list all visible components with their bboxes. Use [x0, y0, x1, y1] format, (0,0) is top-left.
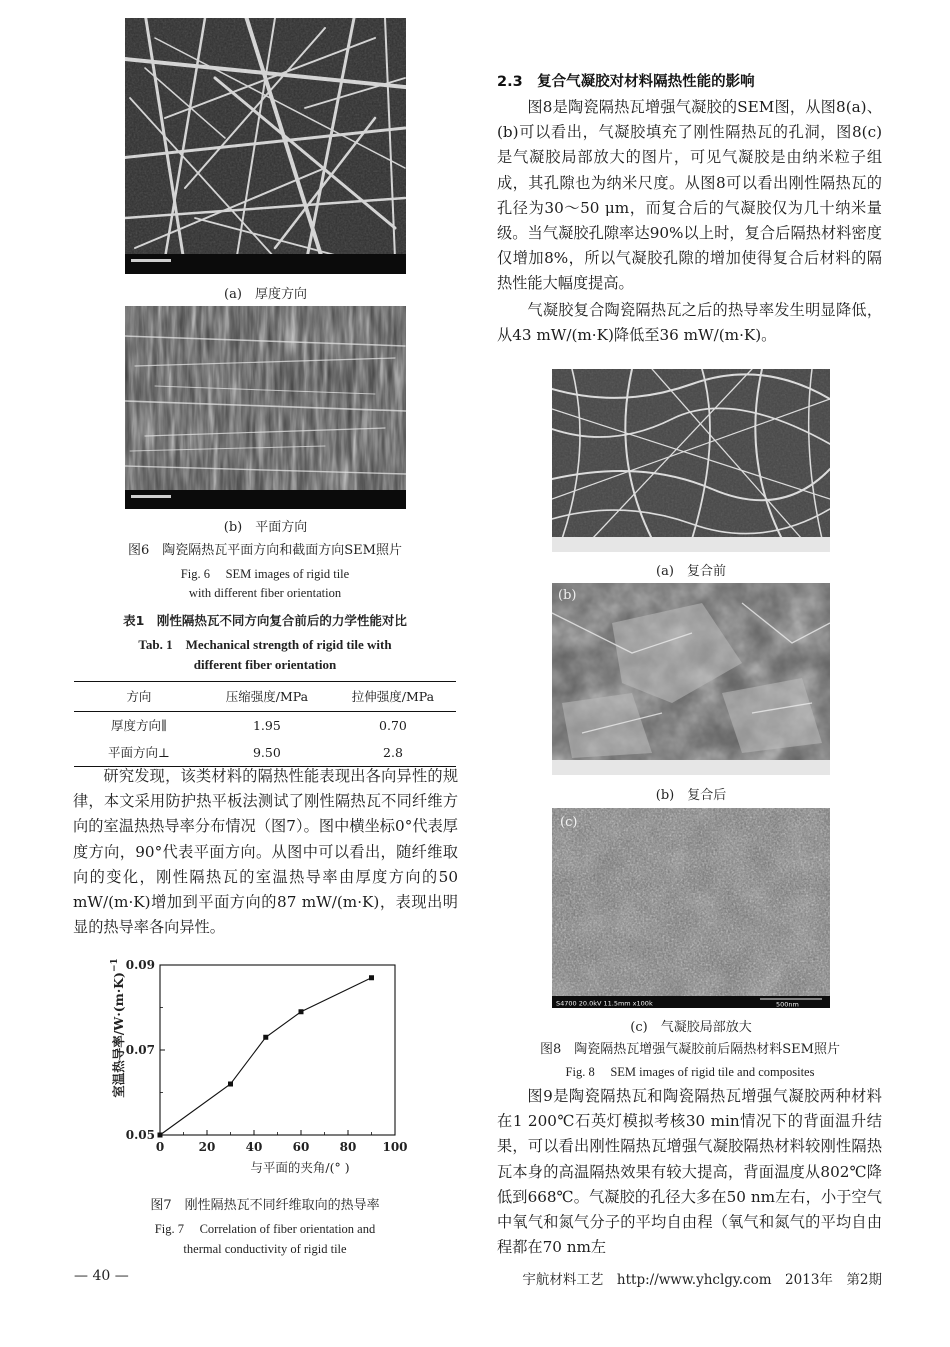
fig8c-scale-bar: 500nm [776, 1000, 799, 1008]
table-header: 方向 [74, 682, 204, 712]
section-body [497, 95, 882, 348]
data-point [299, 1009, 304, 1014]
fig6-caption-zh: 图6 陶瓷隔热瓦平面方向和截面方向SEM照片 [128, 543, 402, 558]
fig8a-subcaption: (a) 复合前 [656, 564, 726, 579]
fig7-caption-en-2: thermal conductivity of rigid tile [183, 1242, 347, 1256]
fig8c-subcaption: (c) 气凝胶局部放大 [630, 1020, 752, 1035]
fig8b-sem-image [552, 583, 830, 775]
fig6a-sem-image [125, 18, 406, 274]
y-tick-label: 0.07 [125, 1043, 155, 1057]
x-tick-label: 40 [245, 1140, 263, 1154]
paragraph: 气凝胶复合陶瓷隔热瓦之后的热导率发生明显降低，从43 mW/(m·K)降低至36 mW/(m·K)。 [497, 300, 882, 344]
table-cell: 1.95 [252, 717, 281, 733]
table-cell: 2.8 [330, 739, 456, 767]
y-tick-label: 0.05 [125, 1128, 155, 1142]
fig8b-subcaption: (b) 复合后 [655, 788, 727, 803]
fig7-caption-en-1: Fig. 7 Correlation of fiber orientation and [154, 1222, 376, 1236]
y-axis-label: 室温热导率$/W\cdot(m\cdot K)^{-1}$ [110, 958, 126, 1098]
fig6b-subcaption: (b) 平面方向 [223, 520, 308, 535]
series-line [160, 978, 372, 1135]
page-number: — 40 — [74, 1268, 129, 1284]
fig8c-sem-image [552, 808, 830, 1008]
table1-title-en-2: different fiber orientation [193, 657, 337, 672]
left-body-paragraph [73, 764, 458, 940]
table-row [74, 739, 456, 767]
paragraph: 图9是陶瓷隔热瓦和陶瓷隔热瓦增强气凝胶两种材料在1 200℃石英灯模拟考核30 min情况下的背面温升结果，可以看出刚性隔热瓦增强气凝胶隔热材料较刚性隔热瓦本身的高温隔热效果有较大提高，背面温度从802℃降低到668℃。气凝胶的孔径大多在50 nm左右，小于空气中氧气和氮气分子的平均自由程（氧气和氮气的平均自由程都在70 nm左 [497, 1087, 882, 1257]
data-point [263, 1035, 268, 1040]
table-row [74, 712, 456, 740]
data-point [158, 1133, 163, 1138]
table1 [74, 681, 456, 767]
table-header-row [74, 682, 456, 712]
fig6-caption-en-2: with different fiber orientation [188, 586, 342, 600]
paragraph: 图8是陶瓷隔热瓦增强气凝胶的SEM图，从图8(a)、(b)可以看出，气凝胶填充了刚性隔热瓦的孔洞，图8(c)是气凝胶局部放大的图片，可见气凝胶是由纳米粒子组成，其孔隙也为纳米尺度。从图8可以看出刚性隔热瓦的孔径为30～50 μm，而复合后的气凝胶仅为几十纳米量级。当气凝胶孔隙率达90%以上时，复合后隔热材料密度仅增加8%，所以气凝胶孔隙的增加使得复合后材料的隔热性能大幅度提高。 [497, 98, 882, 293]
section-heading: 2.3 复合气凝胶对材料隔热性能的影响 [497, 74, 755, 90]
fig6-caption-en-1: Fig. 6 SEM images of rigid tile [180, 567, 350, 581]
table-header: 压缩强度/MPa [204, 682, 330, 712]
fig8a-sem-image [552, 369, 830, 552]
table1-title-zh: 表1 刚性隔热瓦不同方向复合前后的力学性能对比 [123, 613, 407, 628]
x-tick-label: 100 [382, 1140, 408, 1154]
journal-info: 宇航材料工艺 http://www.yhclgy.com 2013年 第2期 [522, 1272, 882, 1288]
table-cell: 9.50 [204, 739, 330, 767]
data-point [369, 975, 374, 980]
fig8c-panel-label: (c) [560, 815, 578, 830]
x-axis-label: 与平面的夹角/(° ) [250, 1160, 350, 1175]
fig7-caption-zh: 图7 刚性隔热瓦不同纤维取向的热导率 [150, 1198, 380, 1213]
fig6b-sem-image [125, 306, 406, 509]
x-tick-label: 20 [198, 1140, 216, 1154]
x-tick-label: 60 [292, 1140, 310, 1154]
right-body-paragraph [497, 1084, 882, 1260]
x-tick-label: 0 [155, 1140, 165, 1154]
table-cell: 厚度方向∥ [111, 718, 167, 733]
fig8-caption-en: Fig. 8 SEM images of rigid tile and composites [565, 1065, 815, 1079]
x-tick-label: 80 [339, 1140, 357, 1154]
fig6a-subcaption: (a) 厚度方向 [224, 287, 307, 302]
fig8b-panel-label: (b) [558, 588, 577, 603]
y-tick-label: 0.09 [125, 958, 155, 972]
fig8-caption-zh: 图8 陶瓷隔热瓦增强气凝胶前后隔热材料SEM照片 [540, 1042, 840, 1057]
fig8c-scale-info: S4700 20.0kV 11.5mm x100k [556, 999, 653, 1008]
table1-title-en-1: Tab. 1 Mechanical strength of rigid tile with [138, 637, 392, 652]
paragraph: 研究发现，该类材料的隔热性能表现出各向异性的规律，本文采用防护热平板法测试了刚性隔热瓦不同纤维方向的室温热热导率分布情况（图7）。图中横坐标0°代表厚度方向，90°代表平面方向。从图中可以看出，随纤维取向的变化，刚性隔热瓦的室温热导率由厚度方向的50 mW/(m·K)增加到平面方向的87 mW/(m·K)，表现出明显的热导率各向异性。 [73, 767, 458, 937]
table-cell: 平面方向⊥ [74, 739, 204, 767]
fig7-chart [95, 950, 445, 1185]
table-header: 拉伸强度/MPa [330, 682, 456, 712]
table-cell: 0.70 [379, 717, 407, 733]
data-point [228, 1082, 233, 1087]
